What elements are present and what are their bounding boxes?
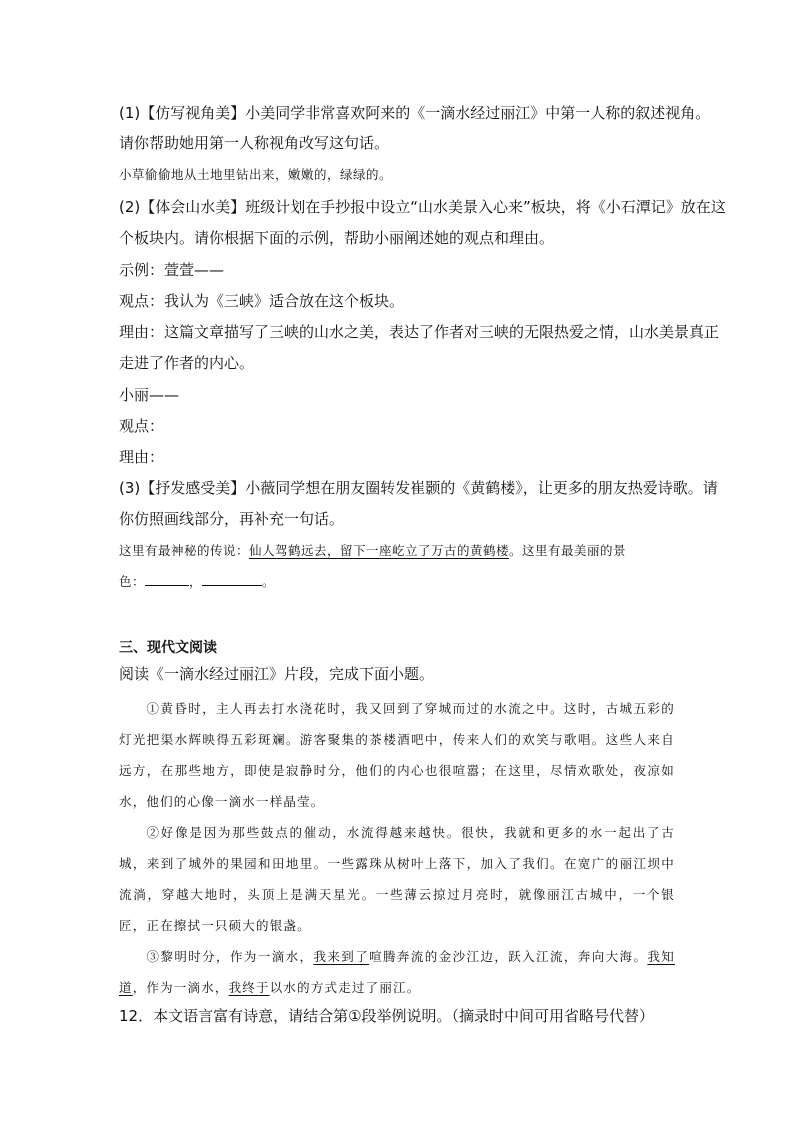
p3-underlined-2: 我知道 [119,949,675,995]
q1-line2: 请你帮助她用第一人称视角改写这句话。 [119,134,390,152]
p3-underlined-1: 我来到了 [313,949,370,964]
q3-sample-line2 [119,572,275,592]
q2-example-reason-2: 走进了作者的内心。 [119,354,255,372]
passage-paragraph-3 [119,941,675,1003]
passage-paragraph-1: ①黄昏时，主人再去打水浇花时，我又回到了穿城而过的水流之中。这时，古城五彩的灯光把渠水辉映得五彩斑斓。游客聚集的茶楼酒吧中，传来人们的欢笑与歌唱。这些人来自远方，在那些地方，即使是寂静时分，他们的内心也很喧嚣；在这里，尽情欢歌处，夜凉如水，他们的心像一滴水一样晶莹。 [119,701,675,809]
q3-line2: 你仿照画线部分，再补充一句话。 [119,510,345,528]
p3-underlined-3: 我终于 [228,980,270,995]
q3-sample-text-a: 这里有最神秘的传说： [119,543,250,558]
passage-paragraph-2: ②好像是因为那些鼓点的催动，水流得越来越快。很快，我就和更多的水一起出了古城，来到了城外的果园和田地里。一些露珠从树叶上落下，加入了我们。在宽广的丽江坝中流淌，穿越大地时，头顶上是满天星光。一些薄云掠过月亮时，就像丽江古城中，一个银匠，正在擦拭一只硕大的银盏。 [119,825,675,933]
q2-example-view: 观点：我认为《三峡》适合放在这个板块。 [119,292,405,310]
question-12: 12．本文语言富有诗意，请结合第①段举例说明。（摘录时中间可用省略号代替） [119,1007,655,1025]
q3-sample-text-b: 。这里有最美丽的景 [509,543,627,558]
q3-sample-comma: ， [189,574,203,589]
q2-view-label: 观点： [119,417,165,435]
p3-text-d: 以水的方式走过了丽江。 [269,980,421,995]
q1-line1: (1)【仿写视角美】小美同学非常喜欢阿来的《一滴水经过丽江》中第一人称的叙述视角。 [119,104,711,122]
answer-blank-1[interactable] [145,573,189,586]
q2-reason-label: 理由： [119,448,165,466]
q1-sample: 小草偷偷地从土地里钻出来，嫩嫩的，绿绿的。 [119,167,393,182]
p3-text-c: ，作为一滴水， [132,980,229,995]
q2-line1: (2)【体会山水美】班级计划在手抄报中设立“山水美景入心来”板块，将《小石潭记》放在这 [119,198,726,216]
q2-example-label: 示例：萱萱—— [119,261,225,279]
q3-sample-underlined: 仙人驾鹤远去，留下一座屹立了万古的黄鹤楼 [249,543,510,558]
q2-xiaoli: 小丽—— [119,386,180,404]
section-intro: 阅读《一滴水经过丽江》片段，完成下面小题。 [119,665,435,683]
q2-example-reason-1: 理由：这篇文章描写了三峡的山水之美，表达了作者对三峡的无限热爱之情，山水美景真正 [119,323,720,341]
answer-blank-2[interactable] [202,573,262,586]
q3-line1: (3)【抒发感受美】小薇同学想在朋友圈转发崔颢的《黄鹤楼》，让更多的朋友热爱诗歌。请 [119,479,718,497]
q3-sample-text-c: 色： [119,574,146,589]
q3-sample-line1 [119,541,626,561]
q3-sample-end: 。 [262,574,276,589]
q2-line2: 个板块内。请你根据下面的示例，帮助小丽阐述她的观点和理由。 [119,229,555,247]
p3-text-b: 喧腾奔流的金沙江边，跃入江流，奔向大海。 [369,949,648,964]
section-heading: 三、现代文阅读 [119,640,217,656]
p3-text-a: ③黎明时分，作为一滴水， [146,949,314,964]
